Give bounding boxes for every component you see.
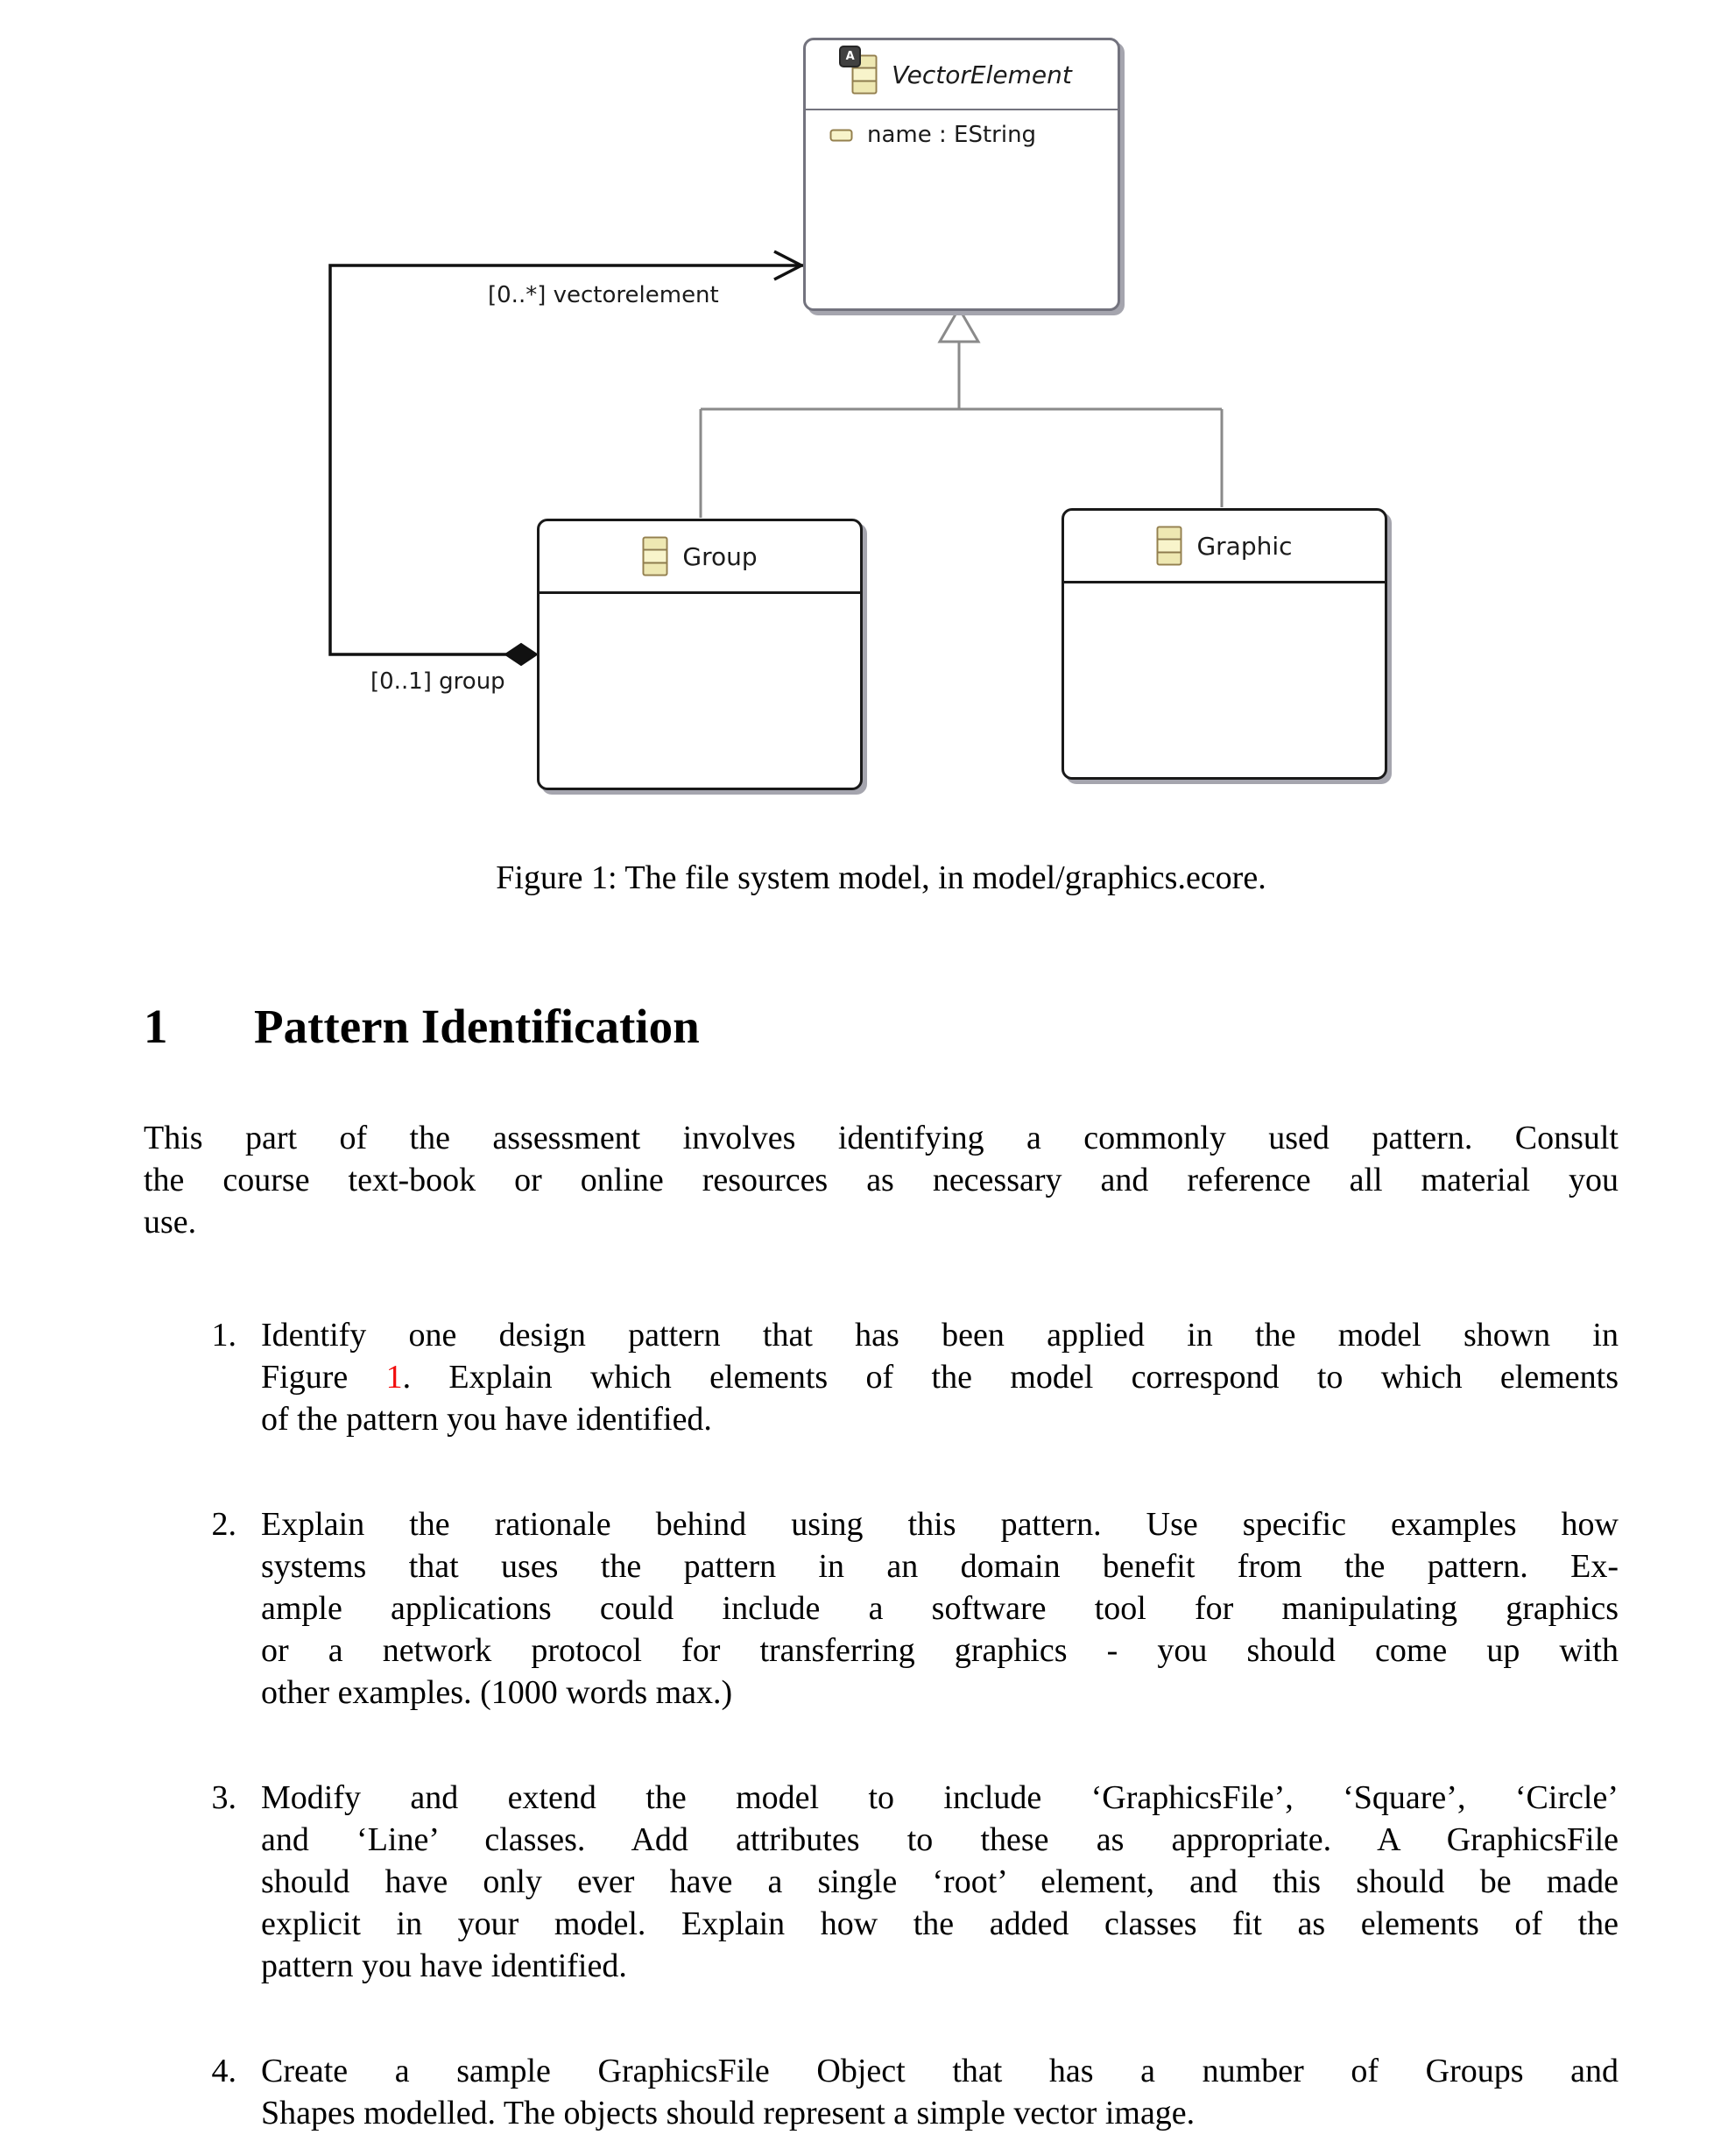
section-number: 1 <box>144 1000 168 1053</box>
text-segment: other examples. (1000 words max.) <box>261 1674 733 1711</box>
edge-label-group: [0..1] group <box>370 668 505 695</box>
class-graphic-title <box>1064 511 1385 583</box>
text-line <box>261 1356 1619 1398</box>
items-list <box>144 1314 1619 2134</box>
text-line <box>261 1629 1619 1672</box>
text-segment: should have only ever have a single ‘root’ element, and this should be made <box>261 1863 1619 1900</box>
item-body <box>261 1314 1619 1440</box>
text-segment: Identify one design pattern that has been applied in the model shown in <box>261 1317 1619 1354</box>
text-segment: ample applications could include a software tool for manipulating graphics <box>261 1590 1619 1627</box>
inheritance-triangle-icon <box>940 308 978 342</box>
class-name: VectorElement <box>892 60 1072 89</box>
text-segment: Create a sample GraphicsFile Object that has a number of Groups and <box>261 2053 1619 2089</box>
class-graphic-attributes <box>1064 583 1385 595</box>
text-segment: This part of the assessment involves identifying a commonly used pattern. Consult <box>144 1120 1619 1156</box>
text-segment: . Explain which elements of the model correspond to which elements <box>402 1359 1619 1396</box>
inheritance-lines <box>701 342 1222 518</box>
attribute-label: name : EString <box>867 122 1037 148</box>
class-group-attributes <box>540 594 860 605</box>
section-heading <box>144 999 1619 1055</box>
text-segment: pattern you have identified. <box>261 1947 627 1984</box>
item-number: 2. <box>211 1506 236 1543</box>
item-body <box>261 2050 1619 2134</box>
list-item <box>144 1777 1619 1987</box>
eclass-icon <box>642 536 668 576</box>
section-title: Pattern Identification <box>254 1000 700 1053</box>
text-line <box>261 2092 1619 2134</box>
text-segment: explicit in your model. Explain how the added classes fit as elements of the <box>261 1905 1619 1942</box>
text-line <box>261 1861 1619 1903</box>
edge-label-vectorelement: [0..*] vectorelement <box>488 282 719 308</box>
text-line <box>144 1159 1619 1201</box>
class-vectorelement-title <box>806 40 1118 110</box>
item-number: 4. <box>211 2053 236 2089</box>
eclass-icon <box>845 50 878 95</box>
text-line <box>261 1587 1619 1629</box>
figure-reference-link[interactable]: 1 <box>385 1359 403 1396</box>
class-name: Group <box>682 541 758 571</box>
text-segment: of the pattern you have identified. <box>261 1401 712 1438</box>
text-line <box>261 1777 1619 1819</box>
class-group-title <box>540 521 860 594</box>
abstract-badge-icon: A <box>839 46 861 67</box>
open-arrowhead-icon <box>774 251 801 279</box>
text-segment: Shapes modelled. The objects should represent a simple vector image. <box>261 2095 1196 2131</box>
list-item <box>144 2050 1619 2134</box>
text-line <box>261 1503 1619 1545</box>
figure-1-diagram <box>0 0 1721 797</box>
text-segment: systems that uses the pattern in an domain benefit from the pattern. Ex- <box>261 1548 1619 1585</box>
eclass-icon <box>1156 526 1182 566</box>
class-name: Graphic <box>1196 531 1293 561</box>
class-group <box>537 519 863 790</box>
class-vectorelement <box>803 38 1120 311</box>
text-line <box>261 1945 1619 1987</box>
list-item <box>144 1314 1619 1440</box>
attribute-row <box>829 122 1118 148</box>
text-line <box>261 1314 1619 1356</box>
eattribute-icon <box>829 122 853 148</box>
text-segment: Figure <box>261 1359 386 1396</box>
composition-diamond-icon <box>505 644 537 665</box>
text-line <box>261 1398 1619 1440</box>
class-vectorelement-attributes <box>806 110 1118 148</box>
text-line <box>261 1903 1619 1945</box>
item-number: 1. <box>211 1317 236 1354</box>
text-segment: and ‘Line’ classes. Add attributes to these as appropriate. A GraphicsFile <box>261 1821 1619 1858</box>
list-item <box>144 1503 1619 1714</box>
text-segment: the course text-book or online resources as necessary and reference all material you <box>144 1162 1619 1198</box>
item-number: 3. <box>211 1779 236 1816</box>
item-body <box>261 1777 1619 1987</box>
text-segment: Explain the rationale behind using this pattern. Use specific examples how <box>261 1506 1619 1543</box>
intro-paragraph <box>144 1117 1619 1243</box>
text-line <box>144 1117 1619 1159</box>
text-segment: or a network protocol for transferring graphics - you should come up with <box>261 1632 1619 1669</box>
text-line <box>261 1545 1619 1587</box>
text-line <box>261 2050 1619 2092</box>
figure-caption: Figure 1: The file system model, in model/graphics.ecore. <box>496 859 1266 896</box>
text-line <box>261 1672 1619 1714</box>
text-segment: use. <box>144 1204 197 1241</box>
item-body <box>261 1503 1619 1714</box>
text-line <box>261 1819 1619 1861</box>
text-line <box>144 1201 1619 1243</box>
text-segment: Modify and extend the model to include ‘GraphicsFile’, ‘Square’, ‘Circle’ <box>261 1779 1619 1816</box>
class-graphic <box>1062 508 1387 780</box>
